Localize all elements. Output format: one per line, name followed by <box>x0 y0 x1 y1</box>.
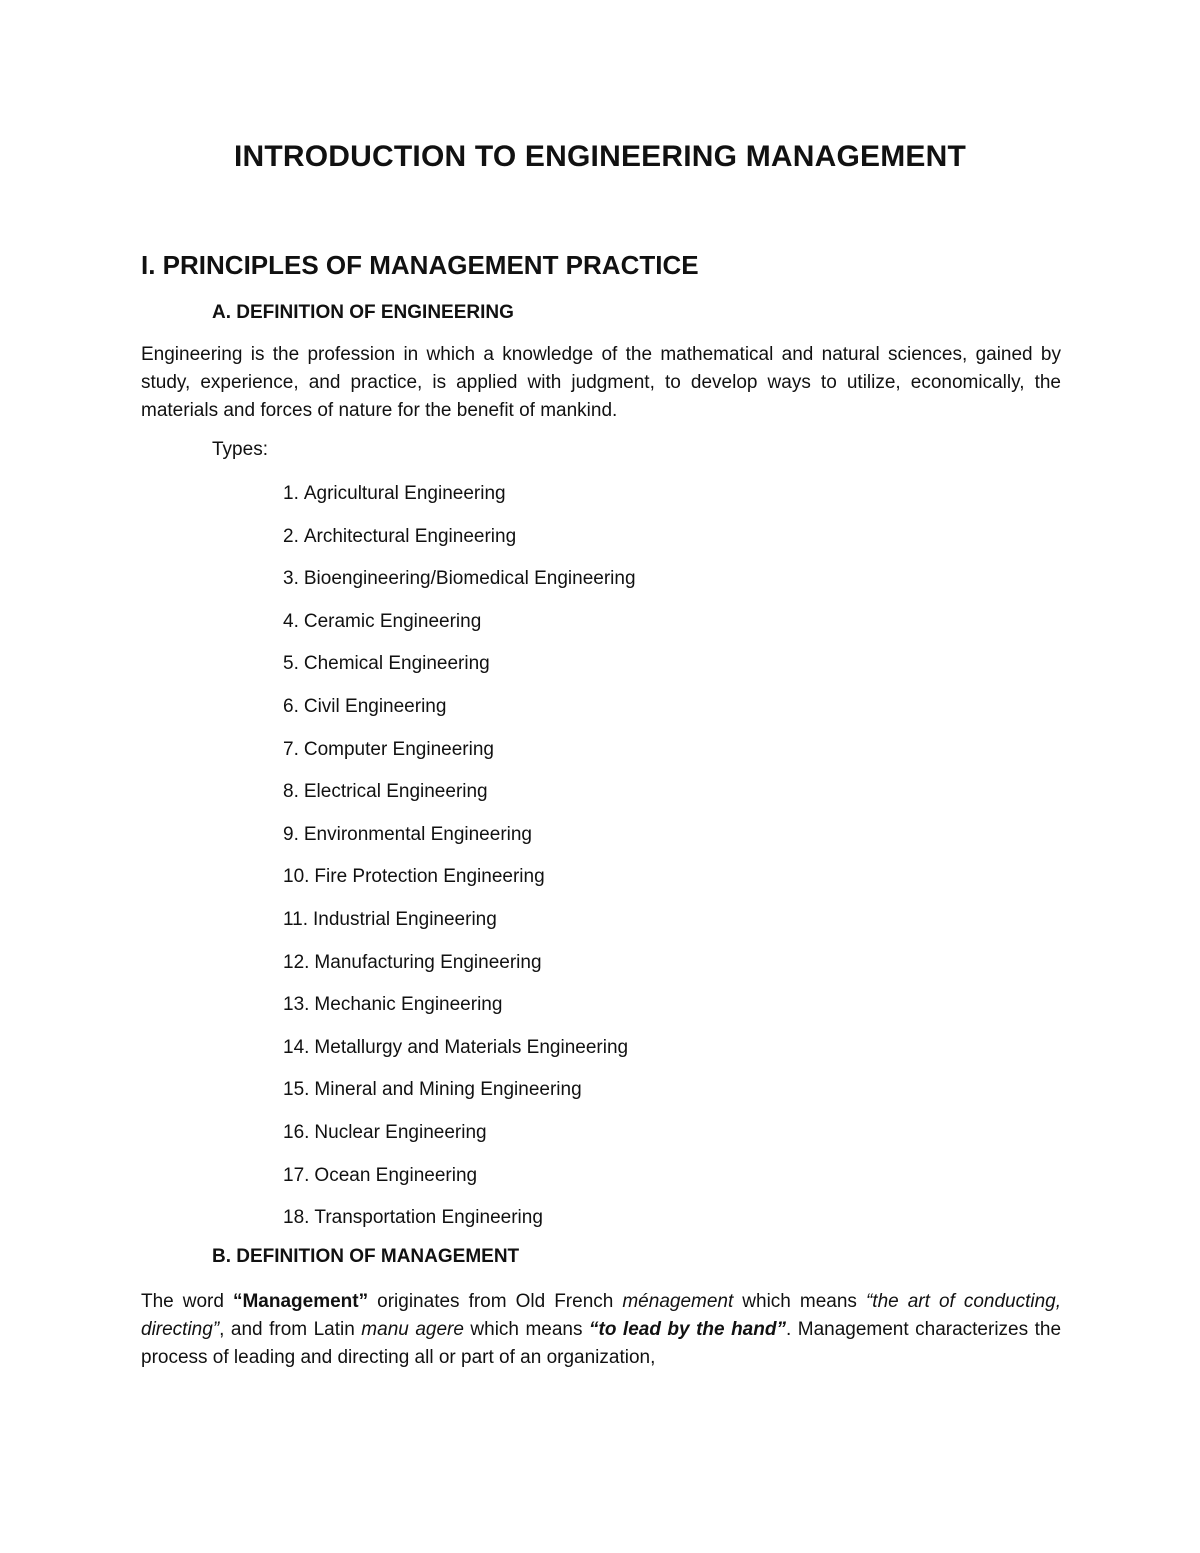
document-title: INTRODUCTION TO ENGINEERING MANAGEMENT <box>233 140 967 173</box>
list-item-label: Computer Engineering <box>303 738 494 760</box>
list-item-label: Mineral and Mining Engineering <box>314 1079 582 1101</box>
list-item-label: Transportation Engineering <box>314 1207 543 1229</box>
text-run: which means <box>463 1319 589 1340</box>
list-item <box>283 822 636 865</box>
list-item <box>283 1035 636 1078</box>
text-run: originates from Old French <box>368 1291 623 1312</box>
list-item-label: Electrical Engineering <box>303 781 488 803</box>
list-item-number: 7. <box>283 738 299 760</box>
list-item-number: 16. <box>283 1121 310 1143</box>
text-run: . Management characterizes the process of leading and directing all or part of an organization, <box>141 1319 1062 1368</box>
latin-meaning: “to lead by the hand” <box>589 1319 786 1340</box>
list-item-number: 14. <box>283 1036 310 1058</box>
list-item-number: 17. <box>283 1164 310 1186</box>
list-item-number: 18. <box>283 1207 310 1229</box>
list-item-number: 4. <box>283 610 299 632</box>
list-item-number: 15. <box>283 1079 310 1101</box>
list-item-label: Mechanic Engineering <box>314 994 503 1016</box>
list-item-label: Industrial Engineering <box>313 908 497 930</box>
list-item <box>283 864 636 907</box>
list-item-number: 5. <box>283 653 299 675</box>
list-item <box>283 907 636 950</box>
list-item <box>283 1163 636 1206</box>
list-item-number: 3. <box>283 568 299 590</box>
list-item <box>283 651 636 694</box>
list-item-label: Environmental Engineering <box>303 823 532 845</box>
term-management: “Management” <box>232 1291 369 1312</box>
latin-phrase: manu agere <box>361 1319 464 1340</box>
list-item-number: 10. <box>283 866 310 888</box>
list-item-number: 13. <box>283 994 310 1016</box>
list-item-label: Ceramic Engineering <box>303 610 482 632</box>
list-item-number: 9. <box>283 823 299 845</box>
list-item <box>283 992 636 1035</box>
list-item-number: 12. <box>283 951 310 973</box>
types-label: Types: <box>212 439 268 460</box>
french-meaning: “the art of conducting, directing” <box>141 1291 1061 1340</box>
list-item <box>283 694 636 737</box>
list-item <box>283 566 636 609</box>
list-item <box>283 737 636 780</box>
list-item-number: 6. <box>283 695 299 717</box>
latin-meaning-wrap <box>589 1319 786 1340</box>
list-item-number: 1. <box>283 483 299 504</box>
engineering-types-list <box>283 481 636 1248</box>
list-item <box>283 524 636 567</box>
list-item-label: Architectural Engineering <box>303 525 517 547</box>
list-item-label: Fire Protection Engineering <box>314 866 545 888</box>
list-item <box>283 1077 636 1120</box>
list-item-label: Chemical Engineering <box>303 653 490 675</box>
text-run: which means <box>733 1291 866 1312</box>
list-item-label: Manufacturing Engineering <box>314 951 542 973</box>
list-item <box>283 481 636 524</box>
list-item <box>283 1120 636 1163</box>
list-item <box>283 779 636 822</box>
subsection-a-heading: A. DEFINITION OF ENGINEERING <box>212 302 514 323</box>
list-item-label: Civil Engineering <box>303 695 447 717</box>
list-item-number: 11. <box>283 908 309 930</box>
text-run: , and from Latin <box>219 1319 362 1340</box>
list-item-number: 8. <box>283 781 299 803</box>
list-item-label: Ocean Engineering <box>314 1164 478 1186</box>
engineering-definition-paragraph: Engineering is the profession in which a knowledge of the mathematical and natural sciences, gained by study, experience, and practice, is applied with judgment, to develop ways to utilize, economically, the materials and forces of nature for the benefit of mankind. <box>141 344 1061 421</box>
list-item-label: Metallurgy and Materials Engineering <box>314 1036 629 1058</box>
list-item <box>283 950 636 993</box>
list-item-label: Agricultural Engineering <box>303 483 506 504</box>
list-item-label: Nuclear Engineering <box>314 1121 487 1143</box>
text-run: The word <box>141 1291 233 1312</box>
list-item-number: 2. <box>283 525 299 547</box>
subsection-b-heading: B. DEFINITION OF MANAGEMENT <box>212 1246 520 1267</box>
list-item <box>283 609 636 652</box>
section-heading: I. PRINCIPLES OF MANAGEMENT PRACTICE <box>141 250 699 280</box>
management-definition-paragraph <box>141 1288 1061 1372</box>
french-word: ménagement <box>622 1291 734 1312</box>
list-item-label: Bioengineering/Biomedical Engineering <box>303 568 636 590</box>
list-item <box>283 1205 636 1248</box>
